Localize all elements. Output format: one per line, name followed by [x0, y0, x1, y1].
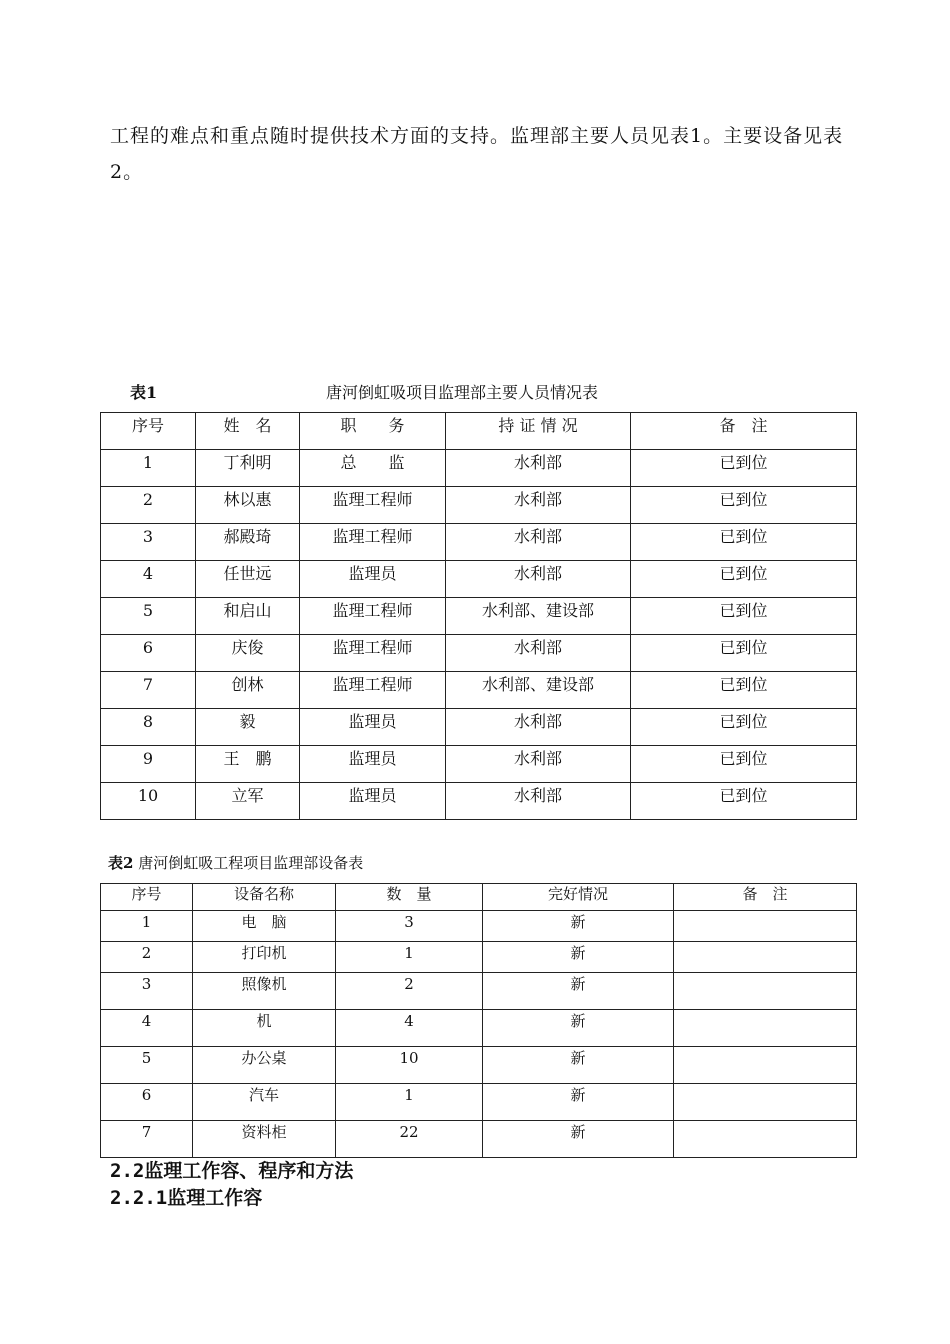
table-cell: 打印机: [193, 942, 336, 973]
table1-caption: [130, 380, 157, 403]
table-cell: [674, 973, 857, 1010]
table-header-row: [101, 884, 857, 911]
table1-label: 表1: [130, 383, 158, 402]
table-cell: 资料柜: [193, 1121, 336, 1158]
table-cell: 监理工程师: [300, 524, 446, 561]
table-cell: 1: [101, 911, 193, 942]
table1-title: 唐河倒虹吸项目监理部主要人员情况表: [326, 383, 599, 402]
table-cell: 监理工程师: [300, 598, 446, 635]
table-cell: 水利部: [446, 783, 631, 820]
table-header-row: [101, 413, 857, 450]
table-cell: 水利部: [446, 746, 631, 783]
table-cell: 7: [101, 1121, 193, 1158]
table-row: [101, 709, 857, 746]
table-cell: 水利部: [446, 487, 631, 524]
table-cell: 水利部、建设部: [446, 598, 631, 635]
table-cell: 庆俊: [196, 635, 300, 672]
table-cell: [674, 911, 857, 942]
table-row: [101, 973, 857, 1010]
table-row: [101, 524, 857, 561]
table-cell: 新: [483, 1121, 674, 1158]
table-cell: 已到位: [631, 635, 857, 672]
table-cell: 监理工程师: [300, 635, 446, 672]
table-row: [101, 1047, 857, 1084]
header-cell: 职 务: [300, 413, 446, 450]
table-cell: 任世远: [196, 561, 300, 598]
table-cell: 5: [101, 598, 196, 635]
table-cell: 2: [101, 942, 193, 973]
table-cell: [674, 1010, 857, 1047]
table-cell: 水利部、建设部: [446, 672, 631, 709]
table-cell: 2: [101, 487, 196, 524]
table-row: [101, 561, 857, 598]
table-cell: 汽车: [193, 1084, 336, 1121]
table-cell: [674, 1121, 857, 1158]
table-cell: 总 监: [300, 450, 446, 487]
header-cell: 序号: [101, 884, 193, 911]
table-row: [101, 635, 857, 672]
table-cell: 水利部: [446, 561, 631, 598]
table-cell: 和启山: [196, 598, 300, 635]
table-cell: 1: [336, 942, 483, 973]
table-cell: 创林: [196, 672, 300, 709]
table-cell: 林以惠: [196, 487, 300, 524]
table-cell: 3: [336, 911, 483, 942]
table2-title: 唐河倒虹吸工程项目监理部设备表: [138, 854, 364, 872]
table-cell: 水利部: [446, 450, 631, 487]
table-cell: 4: [101, 561, 196, 598]
table-row: [101, 1084, 857, 1121]
table-cell: 新: [483, 942, 674, 973]
table-cell: 毅: [196, 709, 300, 746]
header-cell: 数 量: [336, 884, 483, 911]
table-cell: 郝殿琦: [196, 524, 300, 561]
header-cell: 持 证 情 况: [446, 413, 631, 450]
table-cell: 新: [483, 1047, 674, 1084]
table-cell: [674, 1047, 857, 1084]
table-cell: 监理工程师: [300, 672, 446, 709]
section-heading: 2.2监理工作容、程序和方法: [110, 1160, 354, 1182]
table-cell: 监理员: [300, 783, 446, 820]
header-cell: 备 注: [674, 884, 857, 911]
table-cell: 监理工程师: [300, 487, 446, 524]
table-cell: 电 脑: [193, 911, 336, 942]
personnel-table: [100, 412, 857, 820]
table-cell: 办公桌: [193, 1047, 336, 1084]
intro-paragraph: 工程的难点和重点随时提供技术方面的支持。监理部主要人员见表1。主要设备见表2。: [110, 125, 844, 183]
table-cell: 1: [101, 450, 196, 487]
table-cell: 已到位: [631, 746, 857, 783]
table-row: [101, 942, 857, 973]
equipment-table: [100, 883, 857, 1158]
table-cell: 1: [336, 1084, 483, 1121]
table-row: [101, 1121, 857, 1158]
header-cell: 备 注: [631, 413, 857, 450]
table-cell: 照像机: [193, 973, 336, 1010]
table-row: [101, 598, 857, 635]
table-cell: 2: [336, 973, 483, 1010]
table-cell: 4: [336, 1010, 483, 1047]
table-cell: 已到位: [631, 783, 857, 820]
table-row: [101, 672, 857, 709]
table-cell: 新: [483, 911, 674, 942]
table-cell: 5: [101, 1047, 193, 1084]
table-cell: 新: [483, 1084, 674, 1121]
header-cell: 姓 名: [196, 413, 300, 450]
table-cell: 已到位: [631, 598, 857, 635]
table-cell: 6: [101, 635, 196, 672]
table-cell: 新: [483, 973, 674, 1010]
header-cell: 完好情况: [483, 884, 674, 911]
table-row: [101, 487, 857, 524]
table-cell: 新: [483, 1010, 674, 1047]
table-cell: 王 鹏: [196, 746, 300, 783]
table-cell: 9: [101, 746, 196, 783]
subsection-heading: 2.2.1监理工作容: [110, 1187, 263, 1209]
table-cell: 10: [336, 1047, 483, 1084]
table-cell: 监理员: [300, 561, 446, 598]
table-row: [101, 911, 857, 942]
table-cell: 水利部: [446, 524, 631, 561]
table-cell: 已到位: [631, 524, 857, 561]
table-row: [101, 746, 857, 783]
table-cell: 已到位: [631, 709, 857, 746]
table2-label: 表2: [108, 854, 134, 872]
table-cell: 3: [101, 524, 196, 561]
header-cell: 设备名称: [193, 884, 336, 911]
table-row: [101, 450, 857, 487]
header-cell: 序号: [101, 413, 196, 450]
table-cell: 22: [336, 1121, 483, 1158]
table-cell: 已到位: [631, 672, 857, 709]
table-cell: 立军: [196, 783, 300, 820]
table-cell: 4: [101, 1010, 193, 1047]
table-cell: 7: [101, 672, 196, 709]
table-cell: 6: [101, 1084, 193, 1121]
table-cell: 8: [101, 709, 196, 746]
table-cell: 监理员: [300, 709, 446, 746]
table-cell: 已到位: [631, 450, 857, 487]
table-cell: [674, 1084, 857, 1121]
table2-caption: [108, 852, 363, 873]
table-cell: 3: [101, 973, 193, 1010]
table-cell: 监理员: [300, 746, 446, 783]
table-row: [101, 1010, 857, 1047]
table-cell: 水利部: [446, 635, 631, 672]
table-cell: 已到位: [631, 561, 857, 598]
table-cell: 10: [101, 783, 196, 820]
table-cell: 丁利明: [196, 450, 300, 487]
table-cell: 已到位: [631, 487, 857, 524]
table-row: [101, 783, 857, 820]
table-cell: 机: [193, 1010, 336, 1047]
table-cell: 水利部: [446, 709, 631, 746]
table-cell: [674, 942, 857, 973]
